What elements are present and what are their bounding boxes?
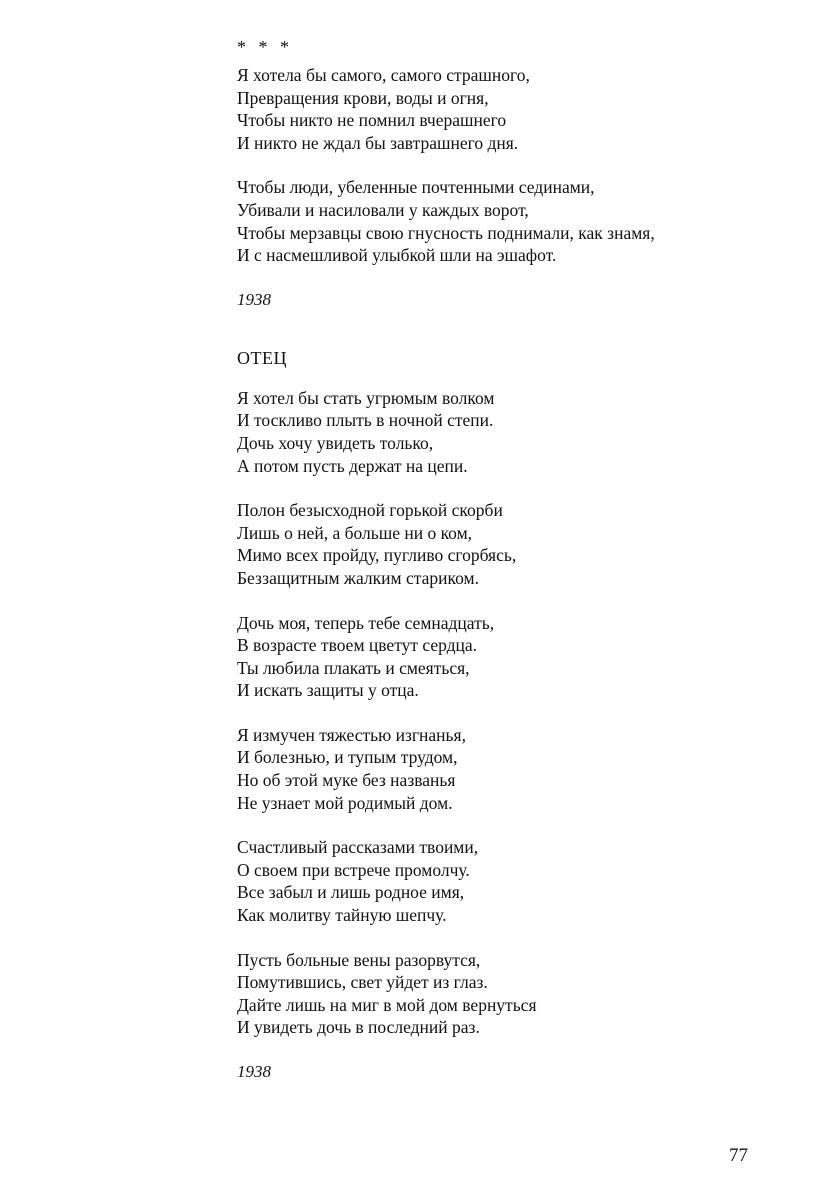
verse-line: В возрасте твоем цветут сердца. — [237, 635, 478, 656]
verse-line: И болезнью, и тупым трудом, — [237, 747, 458, 768]
verse-line: И искать защиты у отца. — [237, 680, 419, 701]
verse-line: И никто не ждал бы завтрашнего дня. — [237, 132, 519, 153]
verse-line: Не узнает мой родимый дом. — [237, 792, 453, 813]
verse-line: Чтобы никто не помнил вчерашнего — [237, 110, 507, 131]
poem1-stanza — [237, 176, 797, 266]
verse-line: Я измучен тяжестью изгнанья, — [237, 724, 466, 745]
section-marker: * * * — [237, 37, 293, 57]
verse-line: Я хотела бы самого, самого страшного, — [237, 65, 530, 85]
poem2-year: 1938 — [237, 1062, 271, 1081]
verse-line: Пусть больные вены разорвутся, — [237, 949, 481, 970]
verse-line: Все забыл и лишь родное имя, — [237, 882, 465, 903]
verse-line: И увидеть дочь в последний раз. — [237, 1017, 480, 1038]
verse-line: Полон безысходной горькой скорби — [237, 500, 503, 521]
verse-line: Помутившись, свет уйдет из глаз. — [237, 972, 488, 993]
poem1-year: 1938 — [237, 289, 271, 309]
verse-line: И тоскливо плыть в ночной степи. — [237, 410, 494, 431]
verse-line: Ты любила плакать и смеяться, — [237, 657, 470, 678]
poem2-stanza — [237, 949, 797, 1039]
verse-line: Чтобы люди, убеленные почтенными сединами, — [237, 177, 595, 198]
verse-line: Беззащитным жалким стариком. — [237, 567, 479, 588]
verse-line: Я хотел бы стать угрюмым волком — [237, 387, 495, 408]
verse-line: О своем при встрече промолчу. — [237, 859, 470, 880]
poem2-stanza — [237, 499, 797, 589]
verse-line: Лишь о ней, а больше ни о ком, — [237, 522, 473, 543]
verse-line: Счастливый рассказами твоими, — [237, 837, 479, 858]
poem2-stanza — [237, 387, 797, 477]
verse-line: Дочь моя, теперь тебе семнадцать, — [237, 612, 495, 633]
verse-line: Как молитву тайную шепчу. — [237, 905, 447, 926]
verse-line: Убивали и насиловали у каждых ворот, — [237, 199, 529, 220]
verse-line: Но об этой муке без названья — [237, 770, 456, 791]
verse-line: И с насмешливой улыбкой шли на эшафот. — [237, 245, 557, 266]
verse-line: Дайте лишь на миг в мой дом вернуться — [237, 994, 537, 1015]
page-text — [237, 36, 797, 1083]
verse-line: Мимо всех пройду, пугливо сгорбясь, — [237, 545, 517, 566]
poem2-title: ОТЕЦ — [237, 347, 287, 368]
verse-line: Чтобы мерзавцы свою гнусность поднимали, как знамя, — [237, 222, 655, 243]
poem1-stanza — [237, 64, 797, 154]
poem2-stanza — [237, 836, 797, 926]
verse-line: Дочь хочу увидеть только, — [237, 432, 434, 453]
poem2-stanza — [237, 724, 797, 814]
poem2-stanza — [237, 612, 797, 702]
page-number: 77 — [729, 1145, 748, 1166]
verse-line: Превращения крови, воды и огня, — [237, 87, 489, 108]
verse-line: А потом пусть держат на цепи. — [237, 455, 468, 476]
